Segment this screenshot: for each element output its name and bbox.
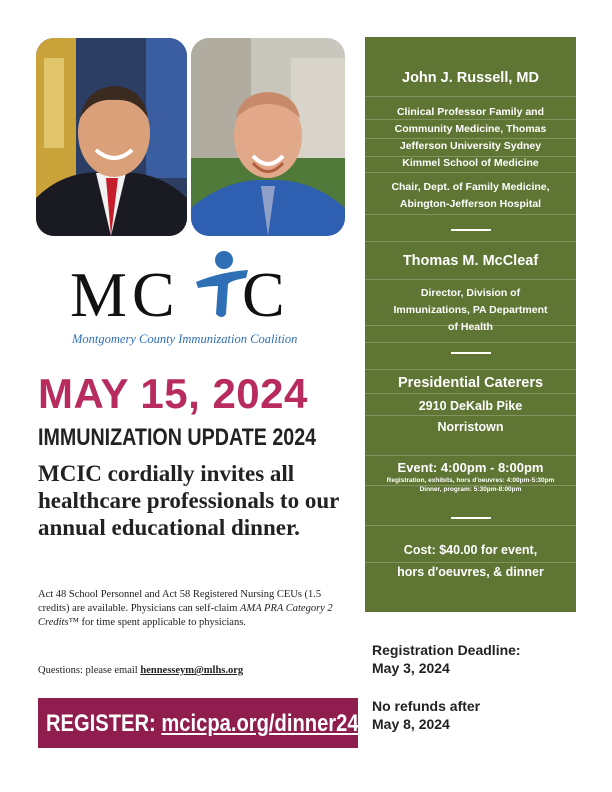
refund-policy [372, 697, 480, 733]
register-link[interactable]: mcicpa.org/dinner24 [161, 710, 359, 737]
ceu-text-end: for time spent applicable to physicians. [78, 617, 246, 628]
speaker-2-title [365, 285, 576, 336]
cost-line-1: Cost: $40.00 for event, [403, 543, 538, 557]
registration-deadline [372, 641, 521, 677]
speaker-2-title-line: Director, Division of [420, 287, 521, 299]
venue-name: Presidential Caterers [397, 375, 544, 391]
logo-subtitle: Montgomery County Immunization Coalition [72, 332, 298, 346]
cost-line-2: hors d'oeuvres, & dinner [397, 565, 544, 579]
schedule-detail-1: Registration, exhibits, hors d'oeuvres: 4:00pm-5:30pm [386, 477, 555, 484]
speaker-1-chair-line: Chair, Dept. of Family Medicine, [391, 181, 550, 193]
register-banner [38, 698, 358, 748]
schedule-detail-2: Dinner, program: 5:30pm-8:00pm [419, 486, 522, 493]
svg-text:C: C [132, 259, 175, 330]
svg-text:M: M [70, 259, 127, 330]
speaker-1-chair [365, 179, 576, 213]
speaker-1-title-line: Jefferson University Sydney [399, 140, 542, 152]
contact-email-link[interactable]: hennesseym@mlhs.org [140, 665, 244, 676]
speaker-1-title [365, 104, 576, 172]
questions-label: Questions: please email [38, 665, 141, 676]
ceu-credit-name: AMA PRA Category 2 Credits™ [38, 603, 333, 628]
event-details-sidebar [365, 37, 576, 612]
speaker-photo-mccleaf [191, 38, 345, 236]
event-title: IMMUNIZATION UPDATE 2024 [38, 424, 317, 451]
refund-label: No refunds after [372, 698, 481, 714]
venue-street: 2910 DeKalb Pike [418, 399, 523, 413]
event-date: MAY 15, 2024 [38, 370, 308, 417]
venue-city: Norristown [437, 420, 504, 434]
speaker-1-title-line: Kimmel School of Medicine [402, 157, 539, 169]
ceu-text: Act 48 School Personnel and Act 58 Registered Nursing CEUs (1.5 credits) are available. Physicians can self-claim [38, 589, 322, 614]
deadline-date: May 3, 2024 [372, 660, 450, 676]
invitation-text: MCIC cordially invites all healthcare professionals to our annual educational dinner. [38, 461, 339, 540]
deadline-label: Registration Deadline: [372, 642, 521, 658]
speaker-2-title-line: Immunizations, PA Department [393, 304, 548, 316]
divider [451, 352, 491, 354]
speaker-1-name: John J. Russell, MD [402, 70, 539, 86]
speaker-1-title-line: Community Medicine, Thomas [394, 123, 547, 135]
refund-date: May 8, 2024 [372, 716, 450, 732]
speaker-photo-russell [36, 38, 187, 236]
divider [451, 229, 491, 231]
svg-text:C: C [242, 259, 285, 330]
mcic-logo [70, 248, 310, 348]
register-label: REGISTER: [46, 710, 156, 737]
divider [451, 517, 491, 519]
questions-line [38, 665, 243, 676]
speaker-2-name: Thomas M. McCleaf [402, 253, 539, 269]
ceu-info [38, 588, 338, 630]
speaker-1-chair-line: Abington-Jefferson Hospital [399, 198, 542, 210]
speaker-1-title-line: Clinical Professor Family and [396, 106, 545, 118]
event-time: Event: 4:00pm - 8:00pm [397, 460, 544, 475]
speaker-2-title-line: of Health [448, 321, 493, 333]
